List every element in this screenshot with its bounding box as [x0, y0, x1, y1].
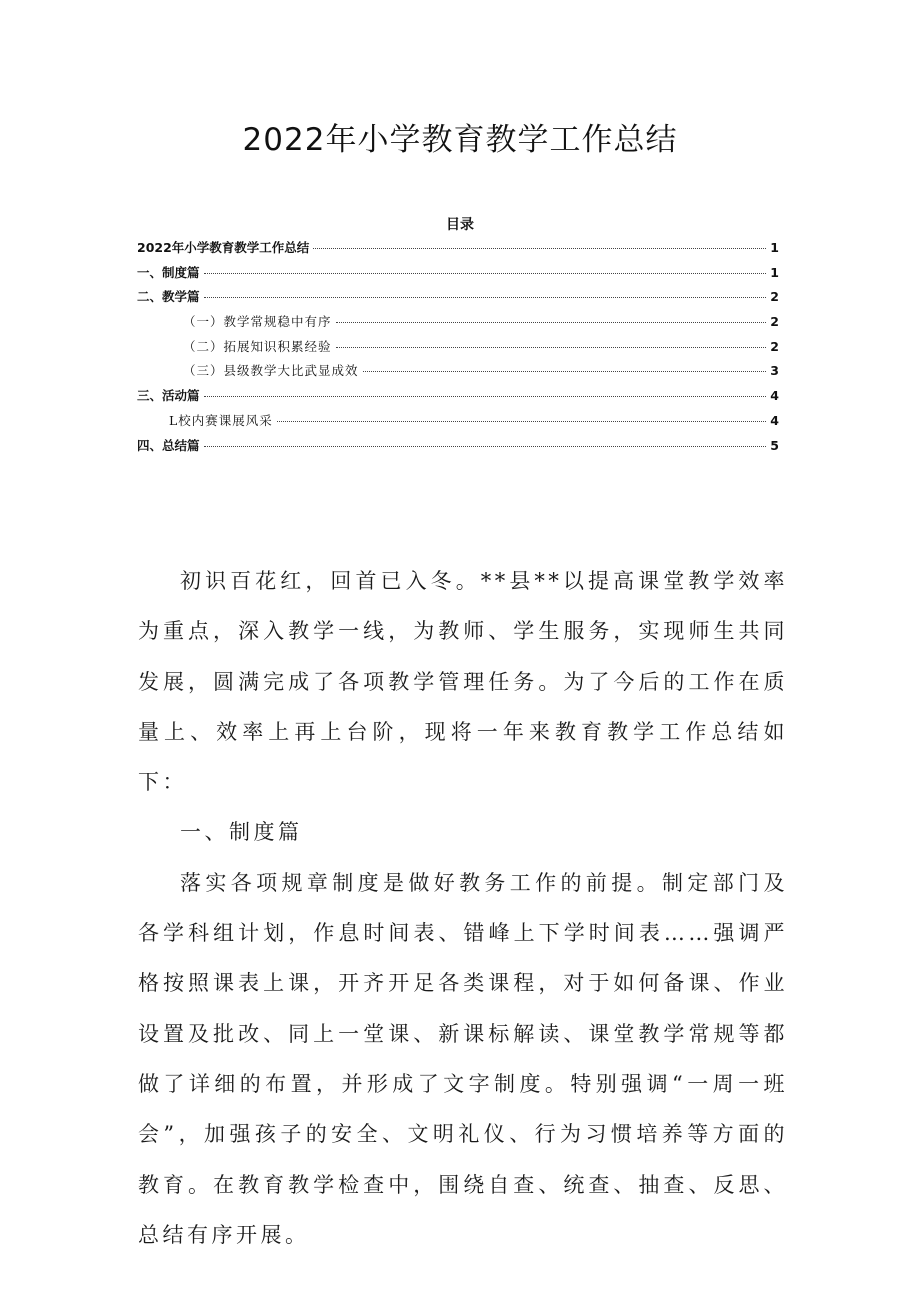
section-heading-system: 一、制度篇: [180, 820, 303, 845]
toc-entry-page: 5: [770, 437, 779, 453]
toc-entry-activities[interactable]: [137, 386, 779, 411]
table-of-contents: [137, 238, 779, 460]
toc-entry-page: 2: [770, 314, 779, 330]
toc-entry-label: 一、制度篇: [137, 264, 200, 280]
toc-dot-leader: [336, 347, 767, 348]
toc-entry-label: L校内赛课展风采: [169, 412, 273, 428]
toc-entry-summary[interactable]: [137, 436, 779, 461]
toc-dot-leader: [204, 396, 767, 397]
toc-entry-expand-knowledge[interactable]: [137, 337, 779, 362]
toc-entry-page: 1: [770, 264, 779, 280]
toc-entry-school-lessons[interactable]: [137, 411, 779, 436]
toc-entry-page: 1: [770, 240, 779, 255]
toc-entry-page: 3: [770, 363, 779, 379]
toc-dot-leader: [277, 421, 766, 422]
toc-dot-leader: [204, 446, 767, 447]
toc-entry-page: 4: [770, 412, 779, 428]
toc-entry-page: 4: [770, 388, 779, 404]
toc-dot-leader: [363, 371, 767, 372]
toc-entry-system[interactable]: [137, 263, 779, 288]
section-paragraph-system: 落实各项规章制度是做好教务工作的前提。制定部门及各学科组计划，作息时间表、错峰上下学时间表……强调严格按照课表上课，开齐开足各类课程，对于如何备课、作业设置及批改、同上一堂课、新课标解读、课堂教学常规等都做了详细的布置，并形成了文字制度。特别强调“一周一班会”，加强孩子的安全、文明礼仪、行为习惯培养等方面的教育。在教育教学检查中，围绕自查、统查、抽查、反思、总结有序开展。: [138, 870, 788, 1247]
toc-entry-label: 三、活动篇: [137, 388, 200, 404]
toc-entry-label: （一）教学常规稳中有序: [183, 314, 332, 330]
toc-entry-label: 二、教学篇: [137, 289, 200, 305]
intro-paragraph: 初识百花红，回首已入冬。**县**以提高课堂教学效率为重点，深入教学一线，为教师、学生服务，实现师生共同发展，圆满完成了各项教学管理任务。为了今后的工作在质量上、效率上再上台阶，现将一年来教育教学工作总结如下：: [138, 569, 788, 795]
document-body: [138, 556, 788, 1260]
toc-entry-label: 2022年小学教育教学工作总结: [137, 240, 310, 255]
toc-entry-page: 2: [770, 338, 779, 354]
toc-heading: 目录: [446, 217, 474, 233]
toc-entry-title[interactable]: [137, 238, 779, 263]
toc-entry-label: 四、总结篇: [137, 437, 200, 453]
document-title: 2022年小学教育教学工作总结: [242, 122, 678, 158]
toc-entry-teaching[interactable]: [137, 287, 779, 312]
toc-entry-label: （三）县级教学大比武显成效: [183, 363, 359, 379]
toc-dot-leader: [204, 297, 767, 298]
toc-entry-page: 2: [770, 289, 779, 305]
toc-dot-leader: [313, 248, 766, 249]
toc-entry-label: （二）拓展知识积累经验: [183, 338, 332, 354]
toc-entry-county-competition[interactable]: [137, 361, 779, 386]
toc-dot-leader: [204, 273, 767, 274]
toc-dot-leader: [336, 322, 767, 323]
toc-entry-teaching-routine[interactable]: [137, 312, 779, 337]
